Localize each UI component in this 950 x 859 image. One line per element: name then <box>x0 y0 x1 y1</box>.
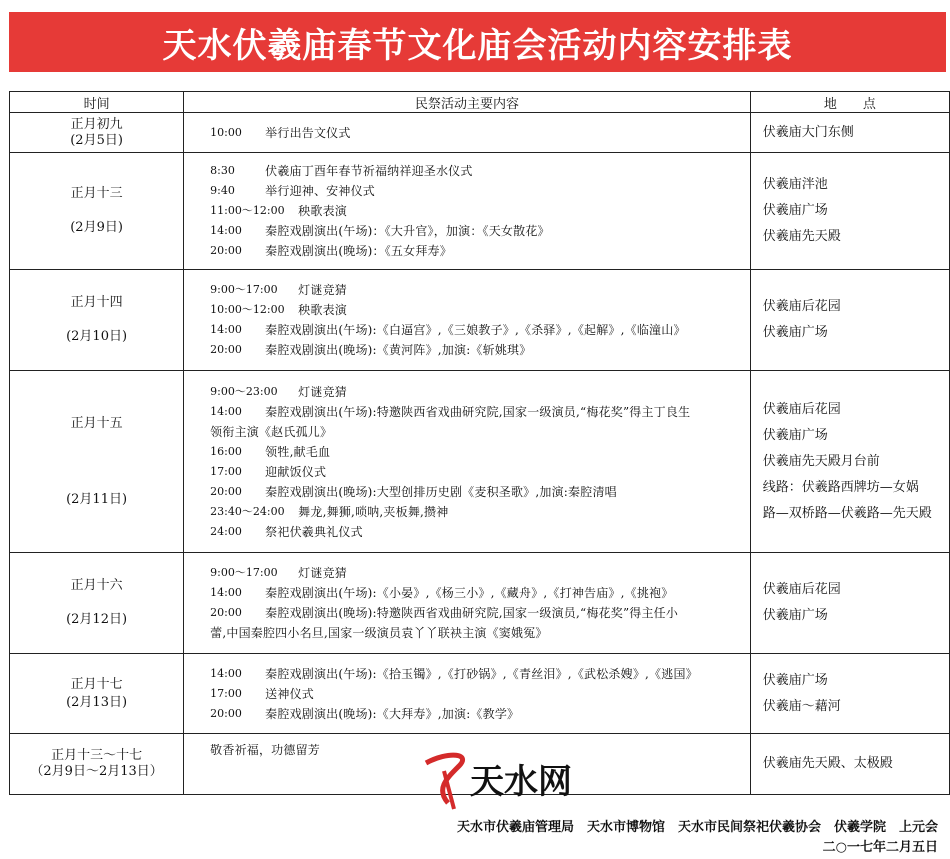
activity-description: 秦腔戏剧演出(午场):特邀陕西省戏曲研究院,国家一级演员,“梅花奖”得主丁良生 <box>265 404 691 419</box>
activity-line <box>210 402 750 422</box>
activity-line <box>210 181 750 201</box>
activity-time: 9:00～17:00 <box>210 566 278 579</box>
schedule-row <box>10 153 950 270</box>
activity-line <box>210 320 750 340</box>
activity-line <box>210 704 750 724</box>
header-location: 地 点 <box>750 92 949 113</box>
activity-description: 灯谜竞猜 <box>298 283 347 297</box>
activity-time: 23:40～24:00 <box>210 504 285 518</box>
schedule-row <box>10 113 950 153</box>
location-item: 伏羲庙后花园 <box>762 401 841 417</box>
row-location-cell <box>750 113 949 153</box>
row-activities-cell <box>184 654 751 734</box>
lunar-date: 正月十六 <box>70 578 123 593</box>
activity-line <box>210 583 750 603</box>
gregorian-date: （2月9日～2月13日） <box>30 764 163 779</box>
lunar-date: 正月十五 <box>70 415 123 431</box>
activity-description: 秦腔戏剧演出(晚场):《大拜寿》,加演:《教学》 <box>265 706 520 721</box>
activity-description: 领牲,献毛血 <box>265 444 331 459</box>
activity-description: 秧歌表演 <box>298 303 347 317</box>
lunar-date: 正月十七 <box>70 676 123 692</box>
lunar-date: 正月初九 <box>70 116 123 132</box>
table-header-row <box>10 92 950 113</box>
footer-organizers: 天水市伏羲庙管理局 天水市博物馆 天水市民间祭祀伏羲协会 伏羲学院 上元会 <box>456 820 938 835</box>
activity-time: 11:00～12:00 <box>210 204 285 217</box>
activity-line <box>210 522 750 542</box>
row-date-cell <box>10 734 184 795</box>
location-item: 线路：伏羲路西牌坊—女娲 <box>762 479 919 495</box>
activity-description: 举行迎神、安神仪式 <box>265 184 375 198</box>
activity-time: 14:00 <box>210 323 242 336</box>
row-activities-cell <box>184 270 751 371</box>
gregorian-date: (2月13日) <box>66 694 128 710</box>
activity-line <box>210 161 750 181</box>
lunar-date: 正月十四 <box>70 295 123 310</box>
activity-time: 20:00 <box>210 244 242 257</box>
activity-description: 伏羲庙丁酉年春节祈福纳祥迎圣水仪式 <box>265 164 473 178</box>
activity-description: 举行出告文仪式 <box>265 125 351 140</box>
activity-time: 10:00～12:00 <box>210 303 285 316</box>
activity-line <box>210 123 750 143</box>
activity-line <box>210 482 750 502</box>
activity-description: 灯谜竞猜 <box>298 566 347 580</box>
activity-time: 8:30 <box>210 164 235 177</box>
gregorian-date: (2月12日) <box>66 612 128 627</box>
activity-line <box>210 684 750 704</box>
watermark-text: 天水网 <box>470 762 572 802</box>
activity-time: 10:00 <box>210 125 242 139</box>
tianshui-net-watermark <box>418 745 628 815</box>
row-activities-cell <box>184 153 751 270</box>
activity-time: 20:00 <box>210 606 242 619</box>
activity-time: 14:00 <box>210 586 242 599</box>
gregorian-date: (2月11日) <box>66 491 128 507</box>
row-activities-cell <box>184 113 751 153</box>
location-item: 伏羲庙广场 <box>762 608 828 623</box>
page-title: 天水伏羲庙春节文化庙会活动内容安排表 <box>162 25 793 66</box>
activity-description: 秦腔戏剧演出(午场)：《大升官》，加演：《天女散花》 <box>265 224 550 238</box>
activity-time: 20:00 <box>210 343 242 356</box>
location-item: 伏羲庙广场 <box>762 203 828 218</box>
activity-description: 秦腔戏剧演出(午场):《白逼宫》,《三娘教子》,《杀驿》,《起解》,《临潼山》 <box>265 323 686 337</box>
activity-description: 秧歌表演 <box>298 204 347 218</box>
activity-line <box>210 502 750 522</box>
activity-description: 秦腔戏剧演出(晚场)：《五女拜寿》 <box>265 244 452 258</box>
activity-line <box>210 664 750 684</box>
activity-time: 14:00 <box>210 666 242 680</box>
gregorian-date: (2月10日) <box>66 329 128 344</box>
activity-line <box>210 382 750 402</box>
row-date-cell <box>10 371 184 553</box>
activity-line <box>210 241 750 261</box>
schedule-row <box>10 270 950 371</box>
header-time: 时间 <box>10 92 184 113</box>
activity-description: 秦腔戏剧演出(晚场):大型创排历史剧《麦积圣歌》,加演:秦腔清唱 <box>265 484 617 499</box>
row-location-cell <box>750 153 949 270</box>
activity-time: 9:00～23:00 <box>210 384 278 398</box>
row-date-cell <box>10 153 184 270</box>
location-item: 伏羲庙先天殿、太极殿 <box>762 756 893 771</box>
activity-time: 14:00 <box>210 224 242 237</box>
activity-line <box>210 623 750 643</box>
activity-line <box>210 340 750 360</box>
activity-description: 秦腔戏剧演出(午场):《小晏》,《杨三小》,《藏舟》,《打神告庙》,《挑袍》 <box>265 586 674 600</box>
activity-description: 舞龙,舞狮,唢呐,夹板舞,攒神 <box>298 504 449 519</box>
activity-time: 16:00 <box>210 444 242 458</box>
gregorian-date: (2月5日) <box>70 132 123 148</box>
activity-description: 秦腔戏剧演出(晚场):《黄河阵》,加演:《斩姚琪》 <box>265 343 532 357</box>
location-item: 伏羲庙泮池 <box>762 177 828 192</box>
activity-description: 秦腔戏剧演出(午场):《拾玉镯》,《打砂锅》,《青丝泪》,《武松杀嫂》,《逃国》 <box>265 666 698 681</box>
header-content: 民祭活动主要内容 <box>184 92 751 113</box>
row-date-cell <box>10 113 184 153</box>
activity-time: 9:00～17:00 <box>210 283 278 296</box>
activity-description: 秦腔戏剧演出(晚场):特邀陕西省戏曲研究院,国家一级演员,“梅花奖”得主任小 <box>265 606 679 620</box>
schedule-table <box>9 91 950 795</box>
row-activities-cell <box>184 553 751 654</box>
footer-date: 二○一七年二月五日 <box>822 840 938 855</box>
activity-line <box>210 300 750 320</box>
activity-description: 迎献饭仪式 <box>265 464 327 479</box>
row-date-cell <box>10 270 184 371</box>
activity-description: 敬香祈福，功德留芳 <box>210 743 320 757</box>
location-item: 路—双桥路—伏羲路—先天殿 <box>762 505 932 521</box>
lunar-date: 正月十三～十七 <box>51 748 143 763</box>
activity-time: 24:00 <box>210 524 242 538</box>
lunar-date: 正月十三 <box>70 186 123 201</box>
row-location-cell <box>750 654 949 734</box>
activity-description: 灯谜竞猜 <box>298 384 347 399</box>
schedule-row <box>10 654 950 734</box>
activity-time: 20:00 <box>210 484 242 498</box>
activity-description: 蕾,中国秦腔四小名旦,国家一级演员袁丫丫联袂主演《窦娥冤》 <box>210 626 548 640</box>
footer <box>457 818 938 858</box>
row-date-cell <box>10 654 184 734</box>
gregorian-date: (2月9日) <box>70 220 123 235</box>
activity-line <box>210 201 750 221</box>
activity-line <box>210 280 750 300</box>
row-activities-cell <box>184 371 751 553</box>
location-item: 伏羲庙广场 <box>762 427 828 443</box>
activity-line <box>210 563 750 583</box>
row-date-cell <box>10 553 184 654</box>
activity-line <box>210 462 750 482</box>
location-item: 伏羲庙后花园 <box>762 299 841 314</box>
activity-time: 20:00 <box>210 706 242 720</box>
activity-description: 送神仪式 <box>265 686 314 701</box>
activity-time: 17:00 <box>210 686 242 700</box>
activity-description: 祭祀伏羲典礼仪式 <box>265 524 363 539</box>
row-location-cell <box>750 553 949 654</box>
location-item: 伏羲庙大门东侧 <box>762 124 854 140</box>
activity-line <box>210 603 750 623</box>
activity-line <box>210 422 750 442</box>
row-location-cell <box>750 371 949 553</box>
location-item: 伏羲庙先天殿月台前 <box>762 453 880 469</box>
location-item: 伏羲庙广场 <box>762 672 828 688</box>
title-banner <box>9 12 946 72</box>
row-location-cell <box>750 734 949 795</box>
row-location-cell <box>750 270 949 371</box>
location-item: 伏羲庙先天殿 <box>762 229 841 244</box>
activity-line <box>210 221 750 241</box>
activity-time: 14:00 <box>210 404 242 418</box>
activity-description: 领衔主演《赵氏孤儿》 <box>210 424 333 439</box>
activity-line <box>210 442 750 462</box>
location-item: 伏羲庙～藉河 <box>762 698 841 714</box>
activity-time: 9:40 <box>210 184 235 197</box>
schedule-row <box>10 371 950 553</box>
schedule-row <box>10 553 950 654</box>
activity-time: 17:00 <box>210 464 242 478</box>
location-item: 伏羲庙广场 <box>762 325 828 340</box>
location-item: 伏羲庙后花园 <box>762 582 841 597</box>
